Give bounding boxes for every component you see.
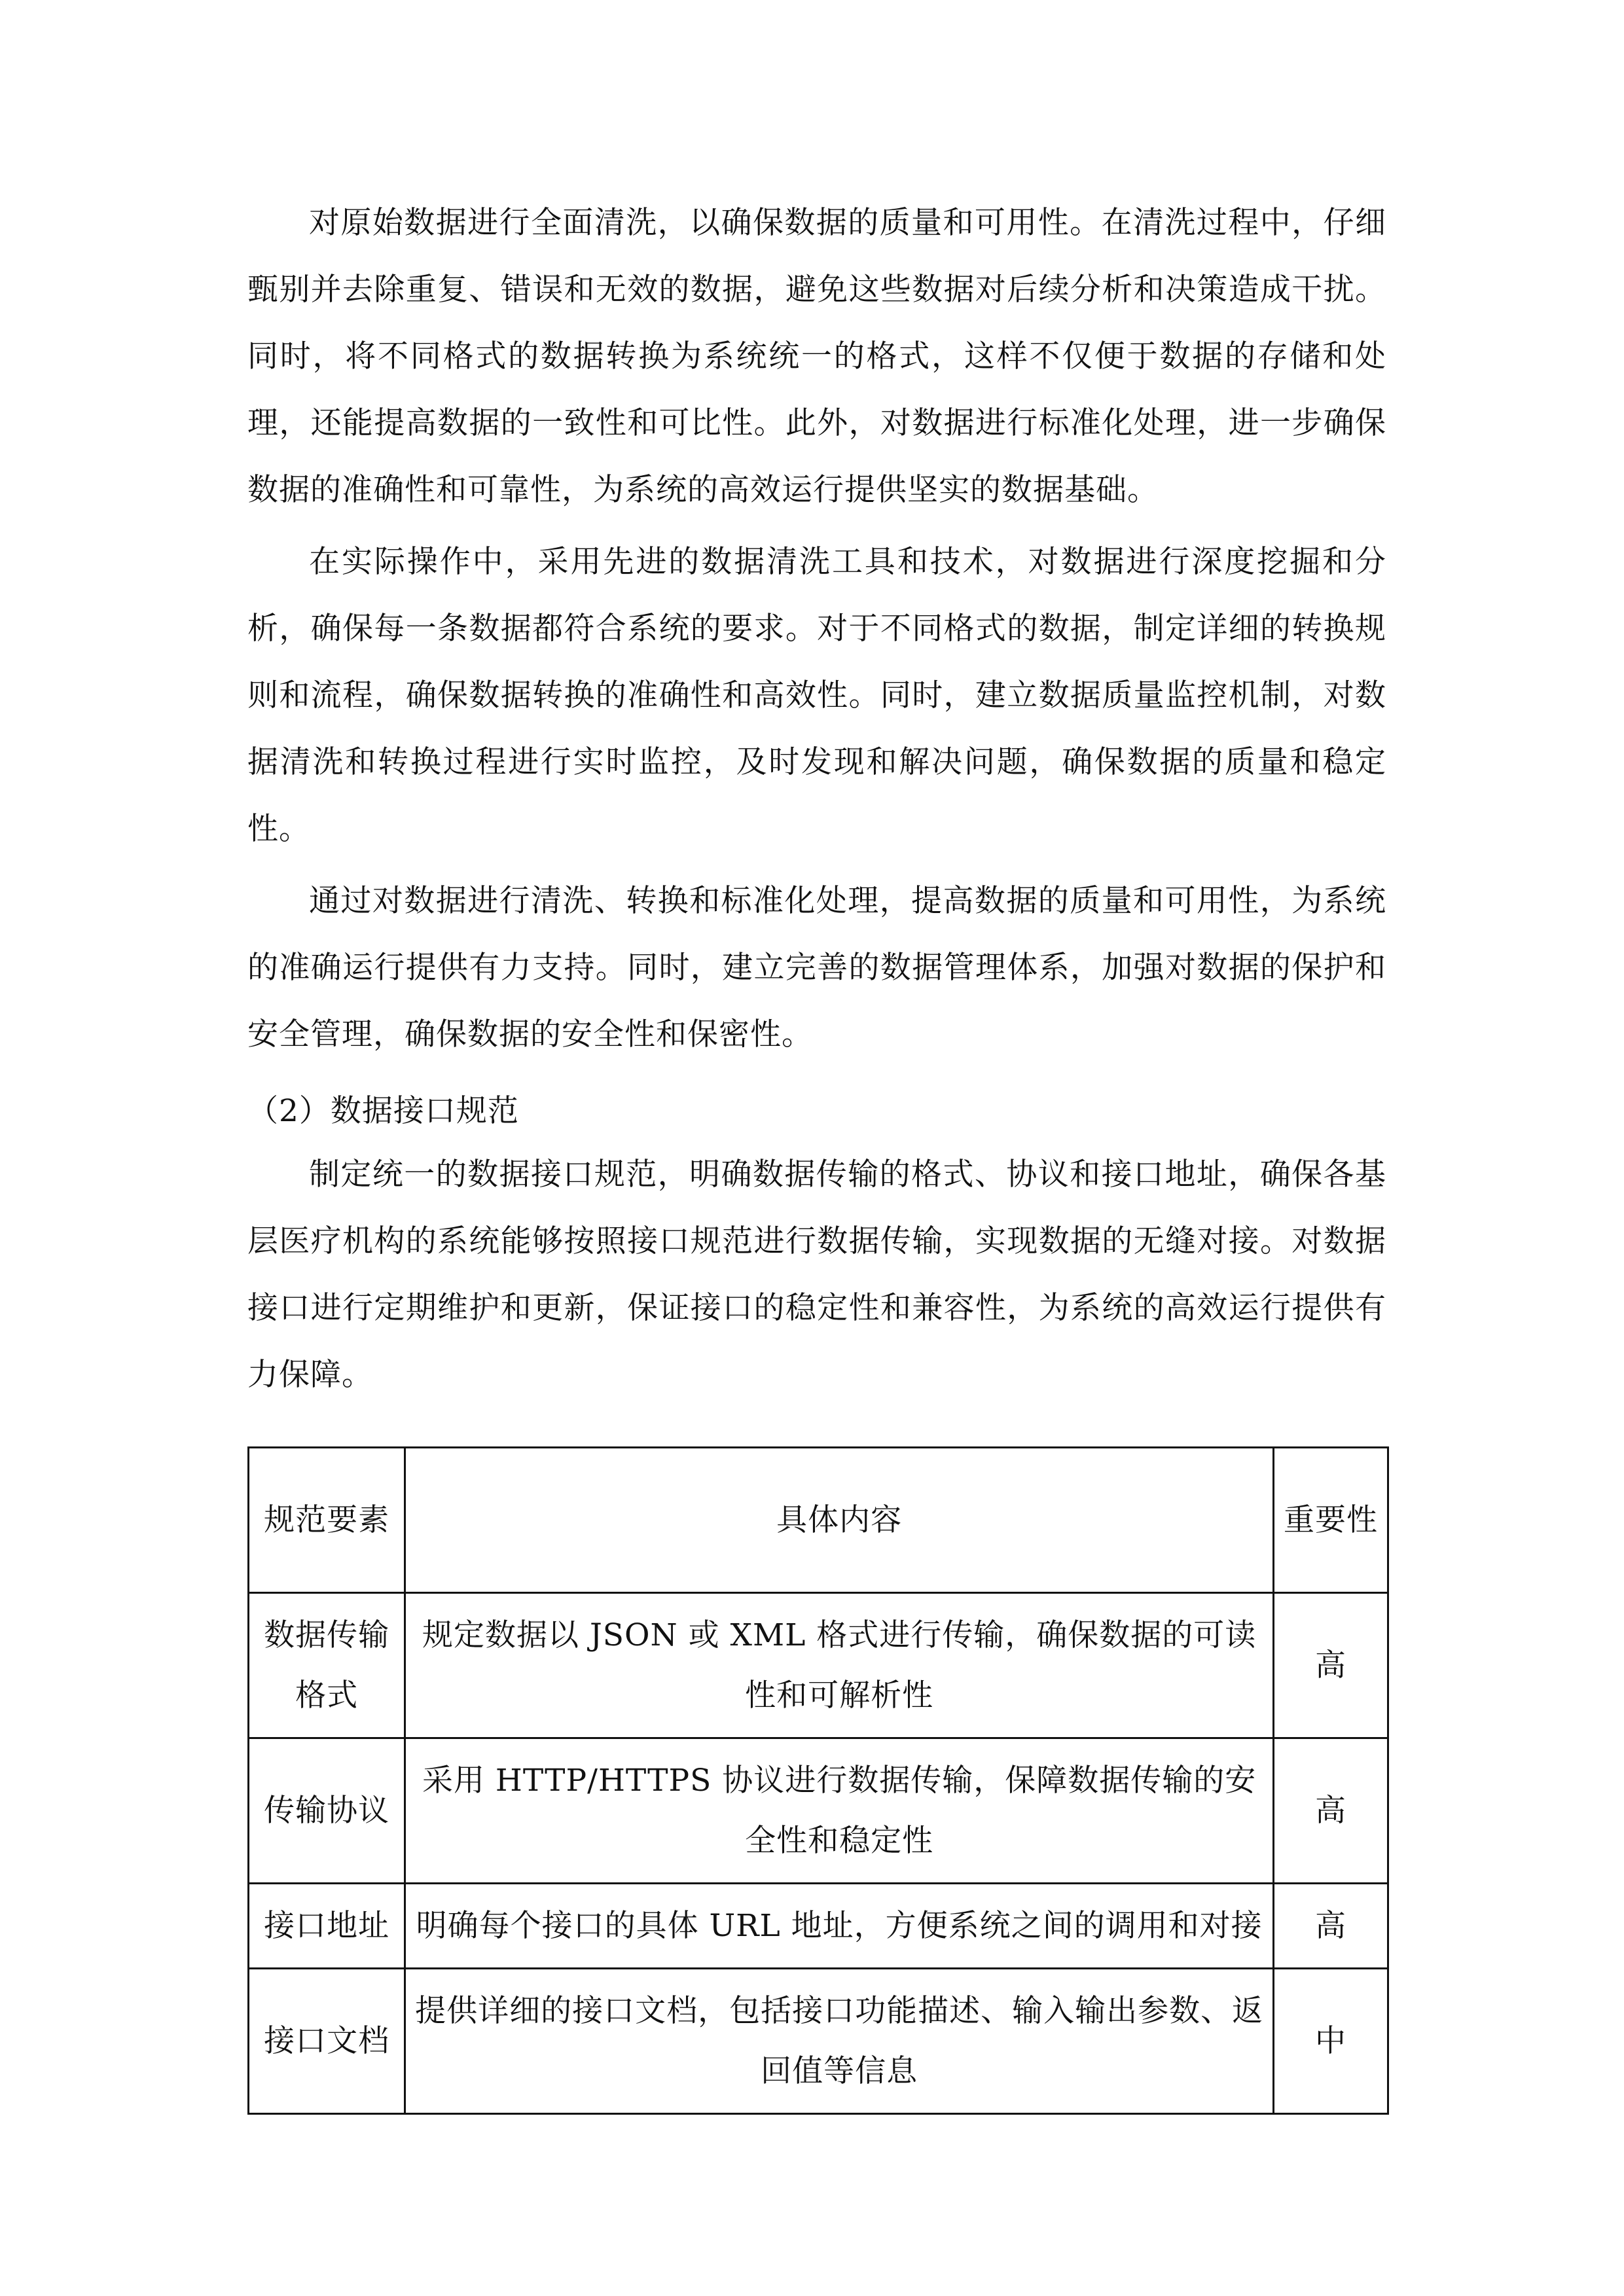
table-row — [249, 1969, 1388, 2114]
cell-element: 接口地址 — [249, 1884, 405, 1969]
cell-element: 数据传输格式 — [249, 1593, 405, 1738]
cell-importance: 中 — [1274, 1969, 1388, 2114]
interface-spec-table — [247, 1446, 1389, 2115]
table-row — [249, 1738, 1388, 1884]
cell-content: 采用 HTTP/HTTPS 协议进行数据传输，保障数据传输的安全性和稳定性 — [405, 1738, 1274, 1884]
cell-importance: 高 — [1274, 1593, 1388, 1738]
section-heading-interface-spec: （2）数据接口规范 — [247, 1093, 519, 1129]
table-row — [249, 1593, 1388, 1738]
paragraph-practical-operation: 在实际操作中，采用先进的数据清洗工具和技术，对数据进行深度挖掘和分析，确保每一条数据都符合系统的要求。对于不同格式的数据，制定详细的转换规则和流程，确保数据转换的准确性和高效性。同时，建立数据质量监控机制，对数据清洗和转换过程进行实时监控，及时发现和解决问题，确保数据的质量和稳定性。 — [247, 544, 1386, 847]
table-header-row — [249, 1448, 1388, 1593]
cell-element: 传输协议 — [249, 1738, 405, 1884]
paragraph-data-management: 通过对数据进行清洗、转换和标准化处理，提高数据的质量和可用性，为系统的准确运行提供有力支持。同时，建立完善的数据管理体系，加强对数据的保护和安全管理，确保数据的安全性和保密性。 — [247, 883, 1386, 1052]
paragraph-interface-spec: 制定统一的数据接口规范，明确数据传输的格式、协议和接口地址，确保各基层医疗机构的系统能够按照接口规范进行数据传输，实现数据的无缝对接。对数据接口进行定期维护和更新，保证接口的稳定性和兼容性，为系统的高效运行提供有力保障。 — [247, 1157, 1386, 1393]
document-body — [247, 190, 1386, 1408]
cell-content: 明确每个接口的具体 URL 地址，方便系统之间的调用和对接 — [405, 1884, 1274, 1969]
header-cell-element: 规范要素 — [249, 1448, 405, 1593]
cell-importance: 高 — [1274, 1884, 1388, 1969]
cell-element: 接口文档 — [249, 1969, 405, 2114]
paragraph-data-cleaning: 对原始数据进行全面清洗，以确保数据的质量和可用性。在清洗过程中，仔细甄别并去除重复、错误和无效的数据，避免这些数据对后续分析和决策造成干扰。同时，将不同格式的数据转换为系统统一的格式，这样不仅便于数据的存储和处理，还能提高数据的一致性和可比性。此外，对数据进行标准化处理，进一步确保数据的准确性和可靠性，为系统的高效运行提供坚实的数据基础。 — [247, 205, 1386, 508]
header-cell-content: 具体内容 — [405, 1448, 1274, 1593]
cell-content: 规定数据以 JSON 或 XML 格式进行传输，确保数据的可读性和可解析性 — [405, 1593, 1274, 1738]
header-cell-importance: 重要性 — [1274, 1448, 1388, 1593]
table-row — [249, 1884, 1388, 1969]
cell-content: 提供详细的接口文档，包括接口功能描述、输入输出参数、返回值等信息 — [405, 1969, 1274, 2114]
cell-importance: 高 — [1274, 1738, 1388, 1884]
